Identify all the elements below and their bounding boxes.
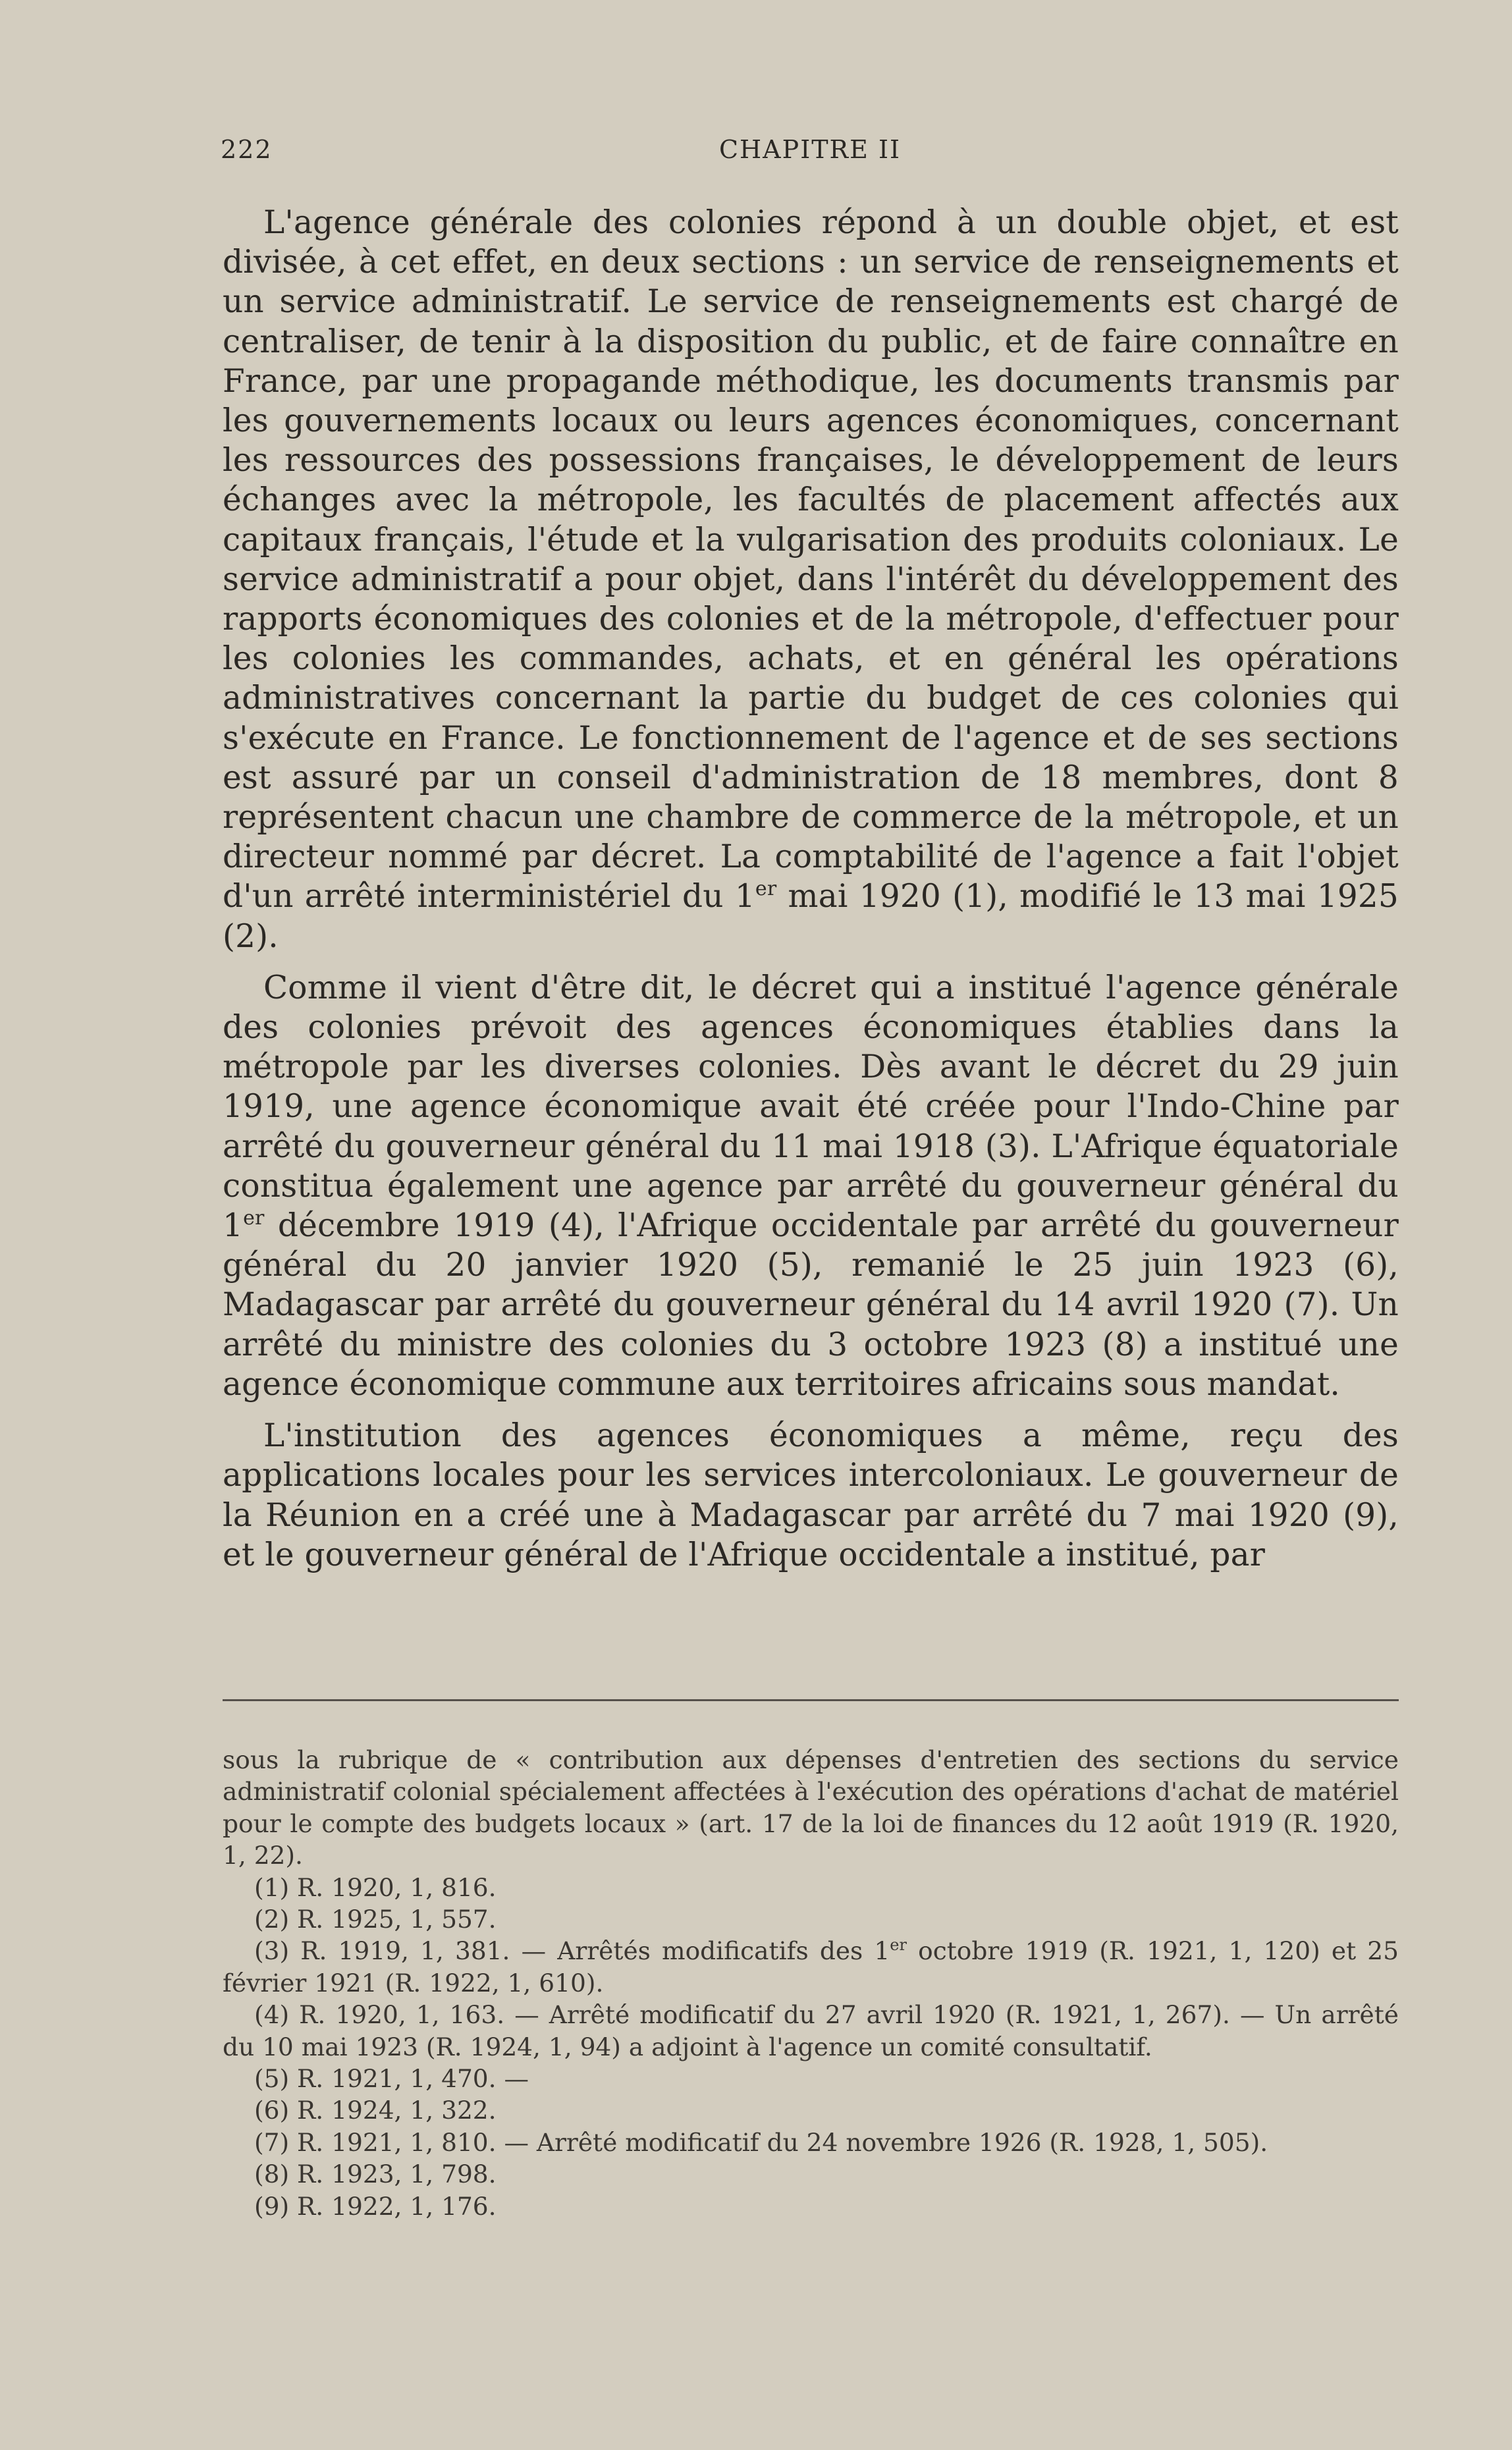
footnote: (9) R. 1922, 1, 176. <box>254 2191 497 2221</box>
ordinal-superscript: er <box>890 1936 907 1955</box>
paragraph <box>223 968 1399 1404</box>
chapter-title: CHAPITRE II <box>718 135 902 164</box>
ordinal-superscript: er <box>243 1207 265 1230</box>
paragraph <box>223 1416 1399 1575</box>
paragraph-text: mai 1920 (1), modifié le 13 mai 1925 (2). <box>223 878 1399 955</box>
footnote: (6) R. 1924, 1, 322. <box>254 2096 497 2125</box>
footnote <box>223 1935 1399 1999</box>
footnote-text: octobre 1919 (R. 1921, 1, 120) et 25 février 1921 (R. 1922, 1, 610). <box>223 1936 1399 1998</box>
main-text <box>223 203 1399 1587</box>
paragraph-text: L'agence générale des colonies répond à un double objet, et est divisée, à cet effet, en deux sections : un service de renseignements et un service administratif. Le service de renseignements est chargé de centraliser, de tenir à la disposition du public, et de faire connaître en France, par une propagande méthodique, les documents transmis par les gouvernements locaux ou leurs agences économiques, concernant les ressources des possessions françaises, le développement de leurs échanges avec la métropole, les facultés de placement affectés aux capitaux français, l'étude et la vulgarisation des produits coloniaux. Le service administratif a pour objet, dans l'intérêt du développement des rapports économiques des colonies et de la métropole, d'effectuer pour les colonies les commandes, achats, et en général les opérations administratives concernant la partie du budget de ces colonies qui s'exécute en France. Le fonctionnement de l'agence et de ses sections est assuré par un conseil d'administration de 18 membres, dont 8 représentent chacun une chambre de commerce de la métropole, et un directeur nommé par décret. La comptabilité de l'agence a fait l'objet d'un arrêté interministériel du 1 <box>223 204 1399 915</box>
footnote-text: (3) R. 1919, 1, 381. — Arrêtés modificatifs des 1 <box>254 1936 890 1966</box>
footnote: (4) R. 1920, 1, 163. — Arrêté modificatif du 27 avril 1920 (R. 1921, 1, 267). — Un arrêté du 10 mai 1923 (R. 1924, 1, 94) a adjoint à l'agence un comité consultatif. <box>223 2000 1399 2061</box>
footnotes <box>223 1744 1399 2222</box>
footnote-divider <box>223 1699 1399 1701</box>
paragraph-text: décembre 1919 (4), l'Afrique occidentale par arrêté du gouverneur général du 20 janvier 1920 (5), remanié le 25 juin 1923 (6), Madagascar par arrêté du gouverneur général du 14 avril 1920 (7). Un arrêté du ministre des colonies du 3 octobre 1923 (8) a institué une agence économique commune aux territoires africains sous mandat. <box>223 1207 1399 1403</box>
paragraph-text: Comme il vient d'être dit, le décret qui a institué l'agence générale des colonies prévoit des agences économiques établies dans la métropole par les diverses colonies. Dès avant le décret du 29 juin 1919, une agence économique avait été créée pour l'Indo-Chine par arrêté du gouverneur général du 11 mai 1918 (3). L'Afrique équatoriale constitua également une agence par arrêté du gouverneur général du 1 <box>223 969 1399 1245</box>
paragraph-text: L'institution des agences économiques a même, reçu des applications locales pour les services intercoloniaux. Le gouverneur de la Réunion en a créé une à Madagascar par arrêté du 7 mai 1920 (9), et le gouverneur général de l'Afrique occidentale a institué, par <box>223 1417 1399 1573</box>
footnote: (1) R. 1920, 1, 816. <box>254 1872 497 1902</box>
paragraph <box>223 203 1399 956</box>
footnote: (2) R. 1925, 1, 557. <box>254 1905 497 1934</box>
footnote: (7) R. 1921, 1, 810. — Arrêté modificatif du 24 novembre 1926 (R. 1928, 1, 505). <box>254 2127 1268 2157</box>
running-header <box>221 135 1399 175</box>
footnote: (8) R. 1923, 1, 798. <box>254 2160 497 2189</box>
footnote-continuation: sous la rubrique de « contribution aux dépenses d'entretien des sections du service administratif colonial spécialement affectées à l'exécution des opérations d'achat de matériel pour le compte des budgets locaux » (art. 17 de la loi de finances du 12 août 1919 (R. 1920, 1, 22). <box>223 1745 1399 1870</box>
page-number: 222 <box>221 135 273 164</box>
ordinal-superscript: er <box>755 877 777 901</box>
footnote: (5) R. 1921, 1, 470. — <box>254 2064 529 2094</box>
